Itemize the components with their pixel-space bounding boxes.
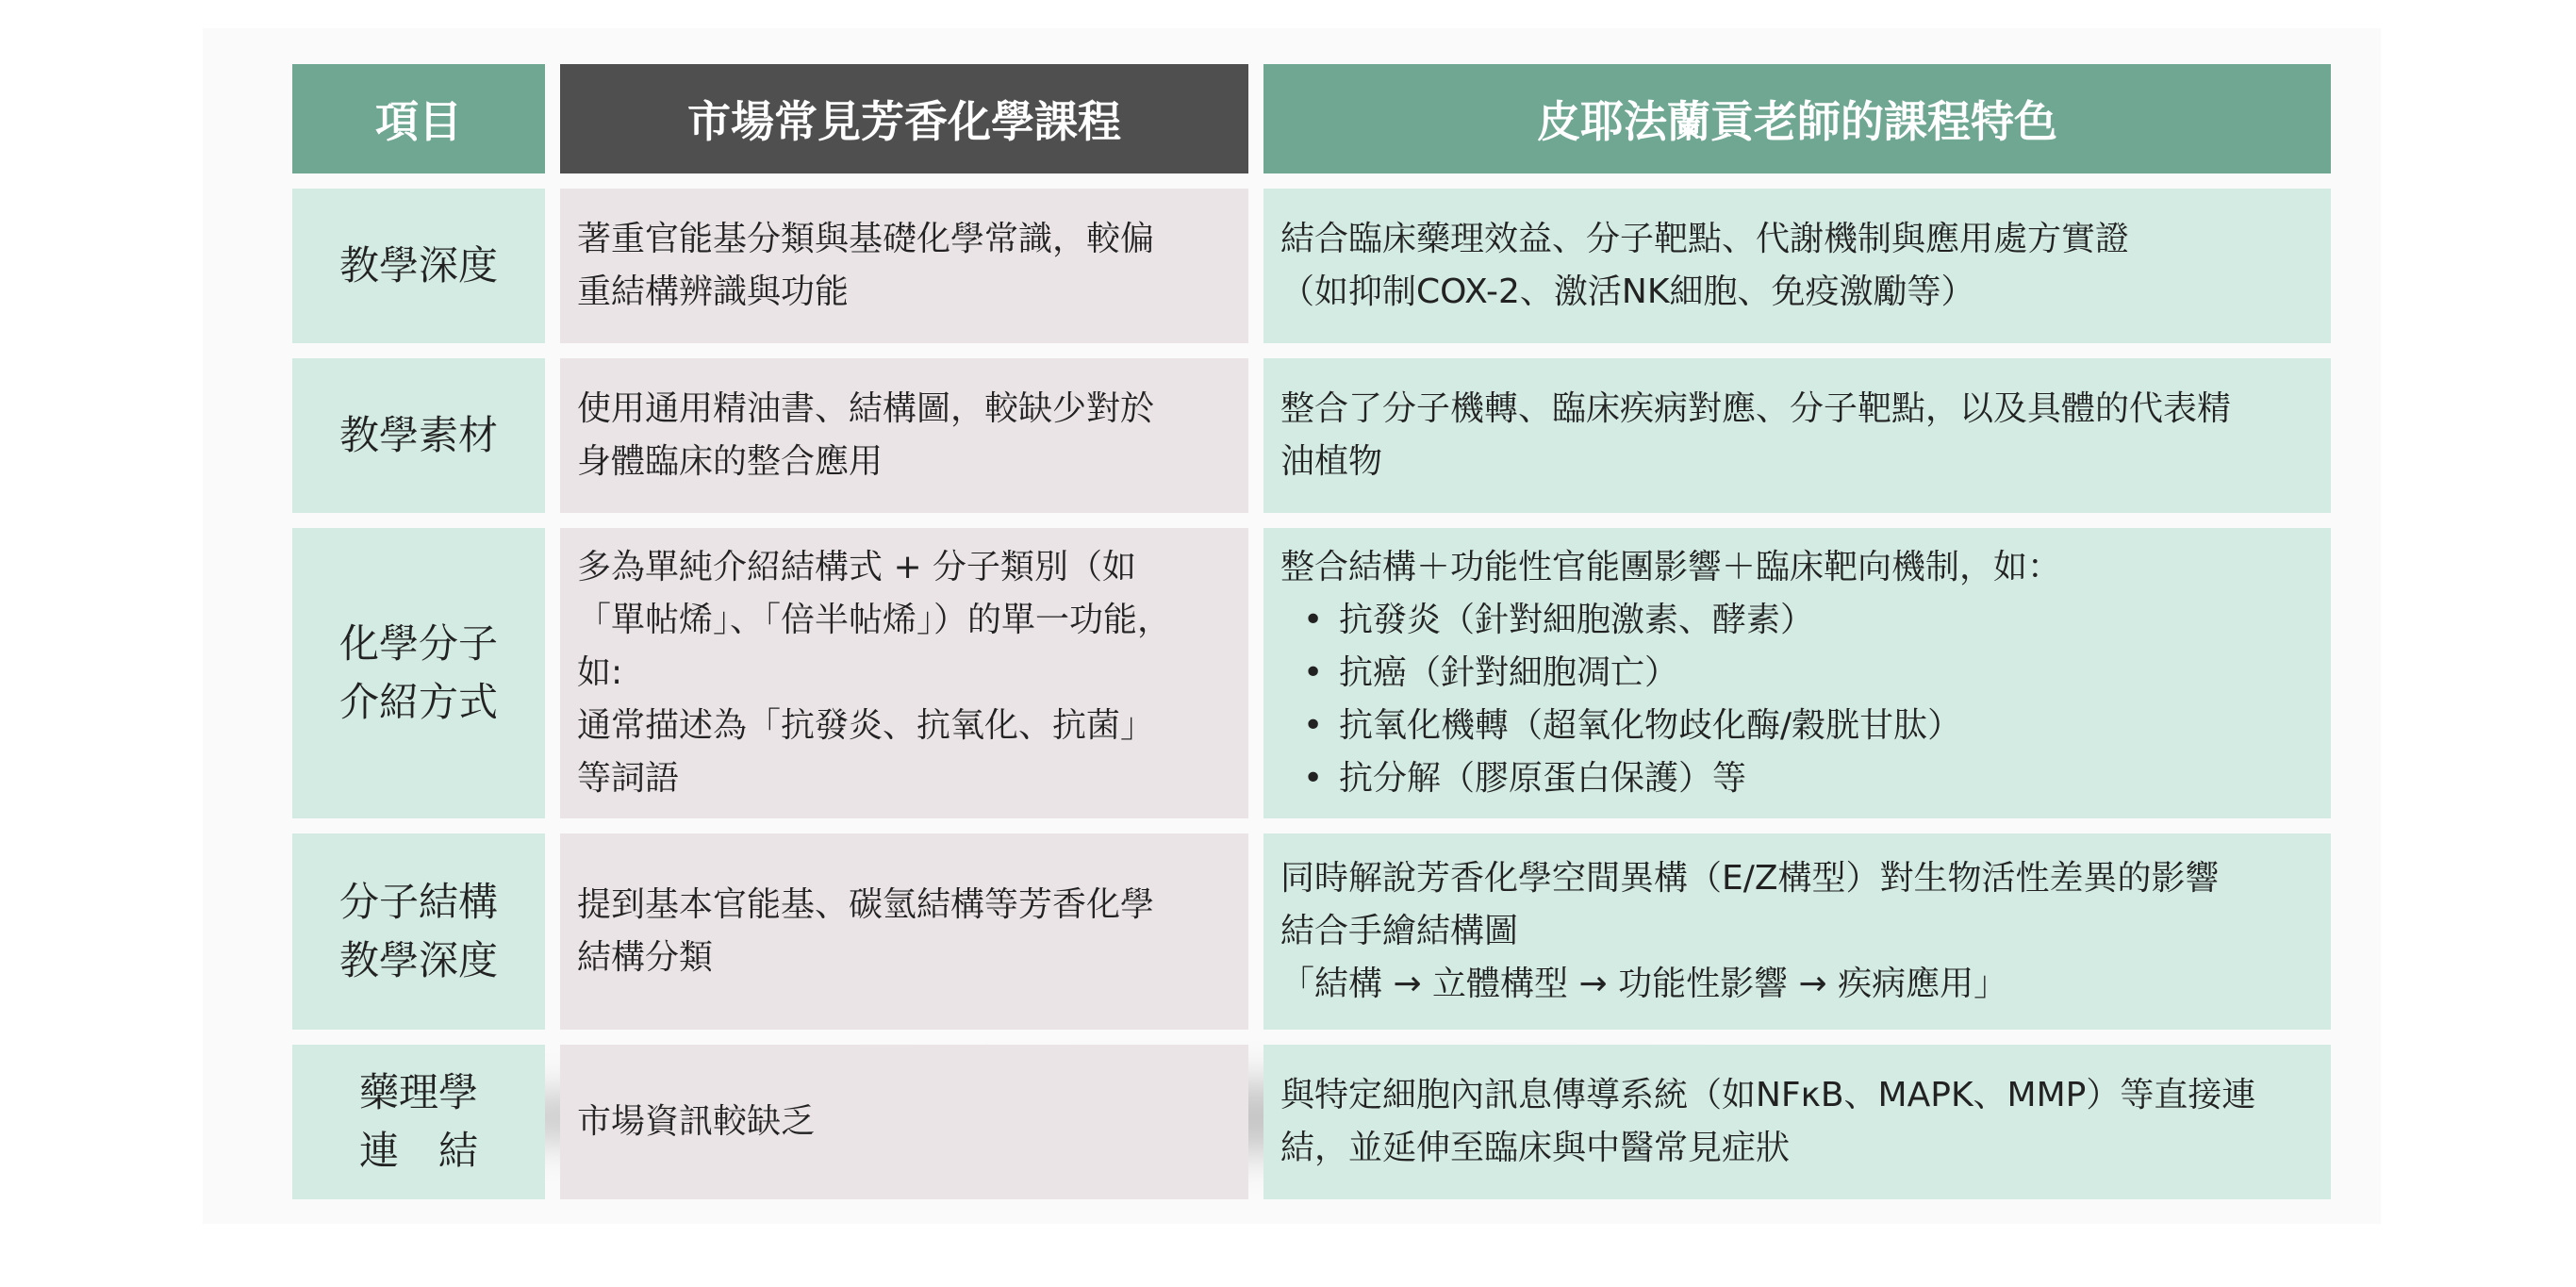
market-line: 等詞語 [577, 759, 680, 798]
row-label-line: 教學深度 [339, 242, 498, 289]
market-cell [560, 833, 1248, 1030]
bullet-item: • 抗癌（針對細胞凋亡） [1339, 647, 2314, 700]
teacher-line: 整合了分子機轉、臨床疾病對應、分子靶點，以及具體的代表精 [1280, 389, 2232, 428]
header-item: 項目 [292, 64, 545, 173]
teacher-cell [1263, 833, 2331, 1030]
market-line: 重結構辨識與功能 [577, 272, 850, 311]
market-line: 結構分類 [577, 938, 714, 977]
row-label-line: 化學分子 [339, 620, 498, 667]
market-line: 市場資訊較缺乏 [577, 1102, 816, 1141]
table-row [292, 358, 2331, 513]
market-cell [560, 528, 1248, 818]
market-line: 「單帖烯」、「倍半帖烯」）的單一功能， [577, 601, 1172, 639]
row-label-line: 連 結 [358, 1128, 478, 1174]
teacher-line: 「結構 → 立體構型 → 功能性影響 → 疾病應用」 [1280, 965, 2008, 1003]
row-label [292, 833, 545, 1030]
market-cell [560, 189, 1248, 343]
row-label [292, 189, 545, 343]
market-cell [560, 358, 1248, 513]
teacher-cell [1263, 528, 2331, 818]
row-label [292, 1045, 545, 1199]
teacher-cell [1263, 189, 2331, 343]
row-label-line: 教學深度 [339, 937, 498, 983]
comparison-table [277, 49, 2346, 1214]
market-line: 如: [577, 653, 623, 692]
bullet-item: • 抗發炎（針對細胞激素、酵素） [1339, 594, 2314, 647]
table-row [292, 189, 2331, 343]
teacher-line: 結，並延伸至臨床與中醫常見症狀 [1280, 1129, 1791, 1167]
row-label-line: 藥理學 [358, 1069, 478, 1115]
table-row [292, 1045, 2331, 1199]
market-line: 使用通用精油書、結構圖，較缺少對於 [577, 389, 1155, 428]
table-row [292, 528, 2331, 818]
teacher-line: 結合臨床藥理效益、分子靶點、代謝機制與應用處方實證 [1280, 220, 2130, 258]
market-line: 身體臨床的整合應用 [577, 442, 883, 481]
table-row [292, 833, 2331, 1030]
market-line: 提到基本官能基、碳氫結構等芳香化學 [577, 885, 1155, 924]
teacher-bullet-list [1280, 594, 2314, 805]
market-cell [560, 1045, 1248, 1199]
market-line: 通常描述為「抗發炎、抗氧化、抗菌」 [577, 706, 1155, 745]
header-row [292, 64, 2331, 173]
row-label-line: 介紹方式 [339, 679, 498, 725]
bullet-item: • 抗分解（膠原蛋白保護）等 [1339, 752, 2314, 805]
teacher-line: 油植物 [1280, 442, 1383, 481]
teacher-line: 與特定細胞內訊息傳導系統（如NFκB、MAPK、MMP）等直接連 [1280, 1076, 2256, 1114]
header-market-course: 市場常見芳香化學課程 [560, 64, 1248, 173]
row-label-line: 教學素材 [339, 412, 498, 458]
market-line: 著重官能基分類與基礎化學常識，較偏 [577, 220, 1155, 258]
teacher-line: （如抑制COX-2、激活NK細胞、免疫激勵等） [1280, 272, 1975, 311]
teacher-cell [1263, 358, 2331, 513]
teacher-cell [1263, 1045, 2331, 1199]
market-line: 多為單純介紹結構式 + 分子類別（如 [577, 548, 1137, 586]
teacher-line: 同時解說芳香化學空間異構（E/Z構型）對生物活性差異的影響 [1280, 859, 2220, 898]
teacher-line: 結合手繪結構圖 [1280, 912, 1519, 950]
row-label [292, 528, 545, 818]
row-label [292, 358, 545, 513]
header-teacher-course: 皮耶法蘭貢老師的課程特色 [1263, 64, 2331, 173]
row-label-line: 分子結構 [339, 879, 498, 925]
bullet-item: • 抗氧化機轉（超氧化物歧化酶/穀胱甘肽） [1339, 700, 2314, 752]
teacher-intro: 整合結構＋功能性官能團影響＋臨床靶向機制，如： [1280, 548, 2062, 586]
